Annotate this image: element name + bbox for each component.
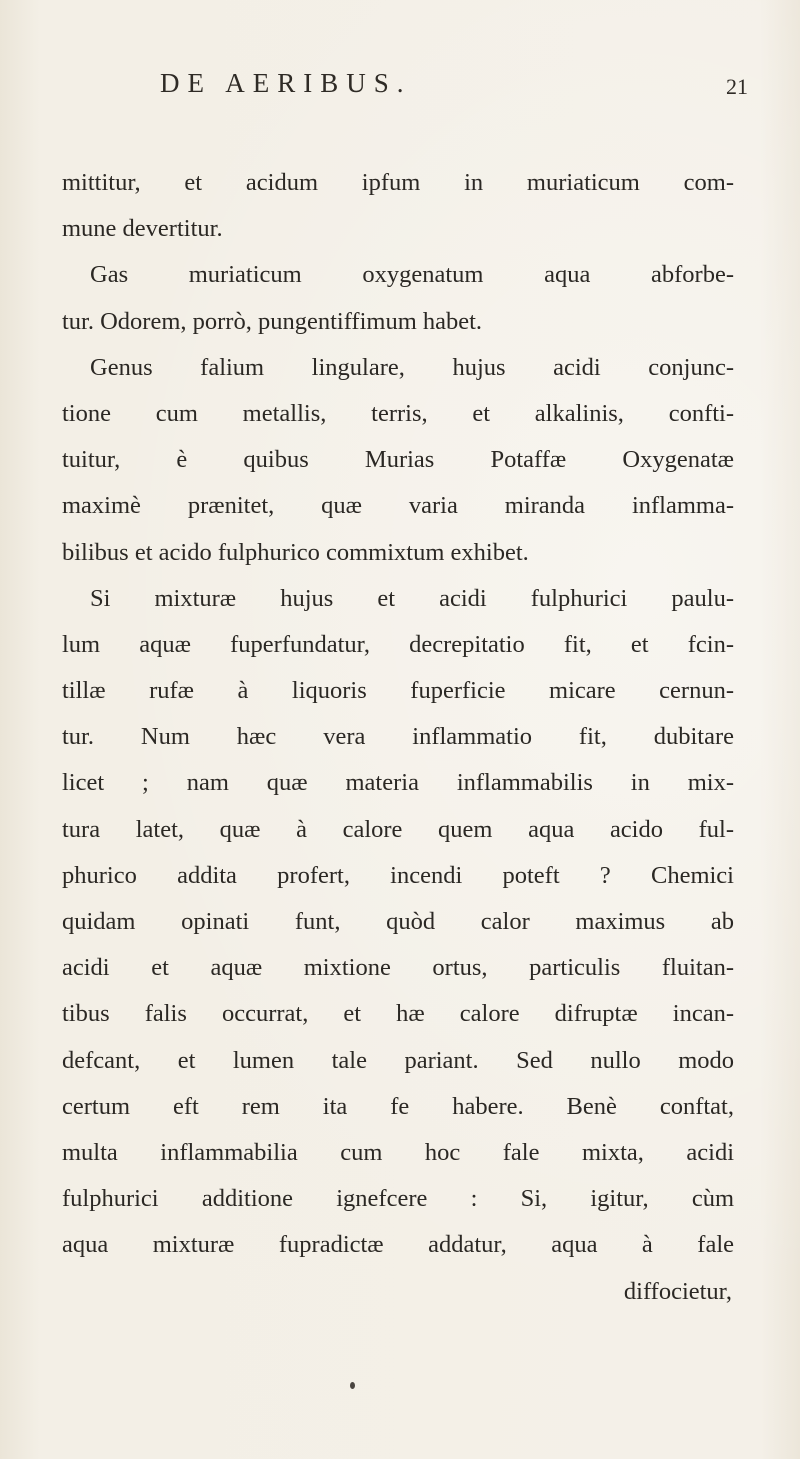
running-head [0,68,800,108]
text-line: mune devertitur. [62,215,223,243]
text-line: tur. Odorem, porrò, pungentiffimum habet. [62,307,483,335]
text-line: quidam opinati funt, quòd calor maximus ab [62,908,734,935]
text-line: phurico addita profert, incendi poteft ? Chemici [62,861,734,889]
text-line: tura latet, quæ à calore quem aqua acido ful- [62,815,734,843]
text-line: acidi et aquæ mixtione ortus, particulis fluitan- [62,954,734,982]
text-line: licet ; nam quæ materia inflammabilis in mix- [62,769,734,797]
text-line: Si mixturæ hujus et acidi fulphurici paulu- [90,584,734,612]
ink-blot [350,1382,355,1389]
text-line: bilibus et acido fulphurico commixtum exhibet. [62,538,529,566]
text-line: tibus falis occurrat, et hæ calore difruptæ incan- [62,1000,734,1028]
text-line: tillæ rufæ à liquoris fuperficie micare cernun- [62,677,734,705]
text-line: lum aquæ fuperfundatur, decrepitatio fit, et fcin- [62,630,734,658]
text-line: maximè prænitet, quæ varia miranda inflamma- [62,492,734,520]
text-line: fulphurici additione ignefcere : Si, igitur, cùm [62,1185,734,1213]
text-line: defcant, et lumen tale pariant. Sed nullo modo [62,1046,734,1074]
text-line: aqua mixturæ fupradictæ addatur, aqua à fale [62,1231,734,1259]
text-line: tur. Num hæc vera inflammatio fit, dubitare [62,723,734,751]
text-line: tuitur, è quibus Murias Potaffæ Oxygenatæ [62,446,734,474]
running-title: DE AERIBUS. [160,68,412,98]
text-line: tione cum metallis, terris, et alkalinis, confti- [62,399,734,427]
text-line: certum eft rem ita fe habere. Benè conftat, [62,1092,734,1120]
text-line: Genus falium lingulare, hujus acidi conjunc- [90,353,734,381]
text-line: multa inflammabilia cum hoc fale mixta, acidi [62,1138,734,1166]
page-number: 21 [726,74,748,99]
text-line: mittitur, et acidum ipfum in muriaticum com- [62,169,734,196]
body-text [62,160,734,1315]
catchword: diffocietur, [623,1277,732,1305]
text-line: Gas muriaticum oxygenatum aqua abforbe- [90,261,734,289]
